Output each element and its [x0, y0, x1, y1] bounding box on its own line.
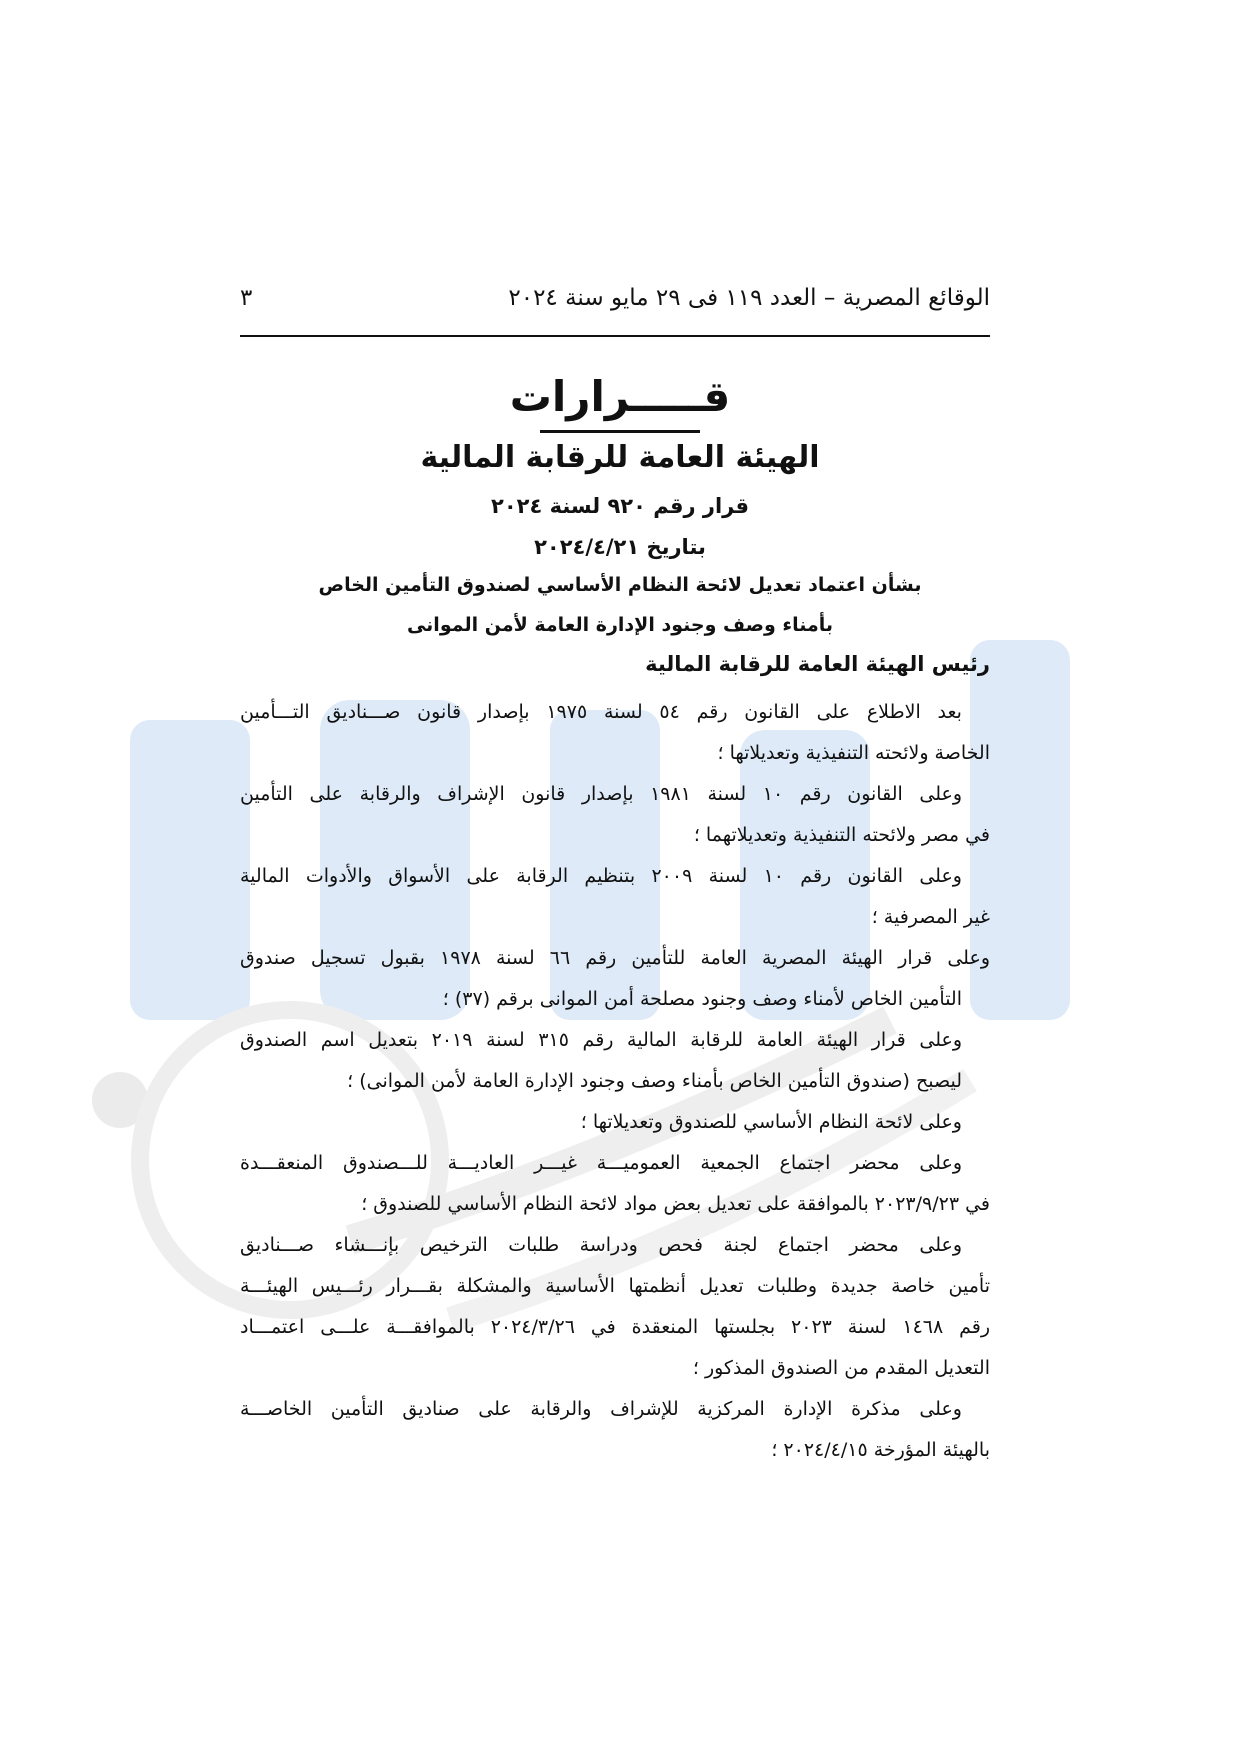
paragraph-line: رقم ١٤٦٨ لسنة ٢٠٢٣ بجلستها المنعقدة في ٢٠٢٤/٣/٢٦ بالموافقـــة علـــى اعتمـــاد — [240, 1316, 990, 1338]
paragraph-line: وعلى مذكرة الإدارة المركزية للإشراف والرقابة على صناديق التأمين الخاصـــة — [240, 1398, 962, 1420]
paragraph — [240, 1225, 990, 1389]
paragraph-line: ليصبح (صندوق التأمين الخاص بأمناء وصف وجنود الإدارة العامة لأمن الموانى) ؛ — [347, 1070, 962, 1092]
paragraph — [240, 692, 990, 774]
paragraph-line: بالهيئة المؤرخة ٢٠٢٤/٤/١٥ ؛ — [771, 1439, 990, 1461]
paragraph-line: في ٢٠٢٣/٩/٢٣ بالموافقة على تعديل بعض مواد لائحة النظام الأساسي للصندوق ؛ — [361, 1193, 990, 1215]
paragraph-line: وعلى قرار الهيئة المصرية العامة للتأمين رقم ٦٦ لسنة ١٩٧٨ بقبول تسجيل صندوق — [240, 947, 990, 969]
page-number: ٣ — [240, 285, 253, 311]
paragraph-line: وعلى محضر اجتماع لجنة فحص ودراسة طلبات الترخيص بإنـــشاء صـــناديق — [240, 1234, 962, 1256]
paragraph — [240, 856, 990, 938]
decree-subject-line-1: بشأن اعتماد تعديل لائحة النظام الأساسي لصندوق التأمين الخاص — [318, 574, 922, 596]
paragraph-line: وعلى لائحة النظام الأساسي للصندوق وتعديلاتها ؛ — [580, 1111, 962, 1133]
paragraph-line: التعديل المقدم من الصندوق المذكور ؛ — [692, 1357, 990, 1379]
decree-subject-line-2: بأمناء وصف وجنود الإدارة العامة لأمن الموانى — [406, 614, 834, 636]
paragraph-line: غير المصرفية ؛ — [871, 906, 990, 928]
paragraph — [240, 1389, 990, 1471]
header-divider — [240, 335, 990, 337]
paragraph — [240, 938, 990, 1020]
authority-name: الهيئة العامة للرقابة المالية — [420, 440, 820, 475]
paragraph-line: تأمين خاصة جديدة وطلبات تعديل أنظمتها الأساسية والمشكلة بقـــرار رئـــيس الهيئـــة — [240, 1275, 990, 1297]
publication-line: الوقائع المصرية – العدد ١١٩ فى ٢٩ مايو سنة ٢٠٢٤ — [508, 285, 990, 311]
paragraph-line: التأمين الخاص لأمناء وصف وجنود مصلحة أمن الموانى برقم (٣٧) ؛ — [442, 988, 962, 1010]
section-title: قـــــرارات — [509, 372, 731, 421]
chairman-heading: رئيس الهيئة العامة للرقابة المالية — [645, 652, 990, 676]
paragraph — [240, 1020, 990, 1102]
decree-body — [240, 692, 990, 1471]
paragraph-line: وعلى محضر اجتماع الجمعية العموميـــة غيـــر العاديـــة للـــصندوق المنعقـــدة — [240, 1152, 962, 1174]
paragraph-line: وعلى القانون رقم ١٠ لسنة ١٩٨١ بإصدار قانون الإشراف والرقابة على التأمين — [240, 783, 962, 805]
decree-date: بتاريخ ٢٠٢٤/٤/٢١ — [534, 535, 706, 559]
paragraph-line: وعلى قرار الهيئة العامة للرقابة المالية رقم ٣١٥ لسنة ٢٠١٩ بتعديل اسم الصندوق — [240, 1029, 962, 1051]
title-underline — [540, 430, 700, 433]
page-header — [240, 278, 990, 318]
paragraph-line: وعلى القانون رقم ١٠ لسنة ٢٠٠٩ بتنظيم الرقابة على الأسواق والأدوات المالية — [240, 865, 962, 887]
paragraph — [240, 1143, 990, 1225]
paragraph — [240, 774, 990, 856]
paragraph-line: بعد الاطلاع على القانون رقم ٥٤ لسنة ١٩٧٥ بإصدار قانون صـــناديق التـــأمين — [240, 701, 962, 723]
paragraph-line: الخاصة ولائحته التنفيذية وتعديلاتها ؛ — [717, 742, 990, 764]
paragraph — [240, 1102, 990, 1143]
paragraph-line: في مصر ولائحته التنفيذية وتعديلاتهما ؛ — [693, 824, 990, 846]
decree-number: قرار رقم ٩٢٠ لسنة ٢٠٢٤ — [491, 494, 749, 518]
